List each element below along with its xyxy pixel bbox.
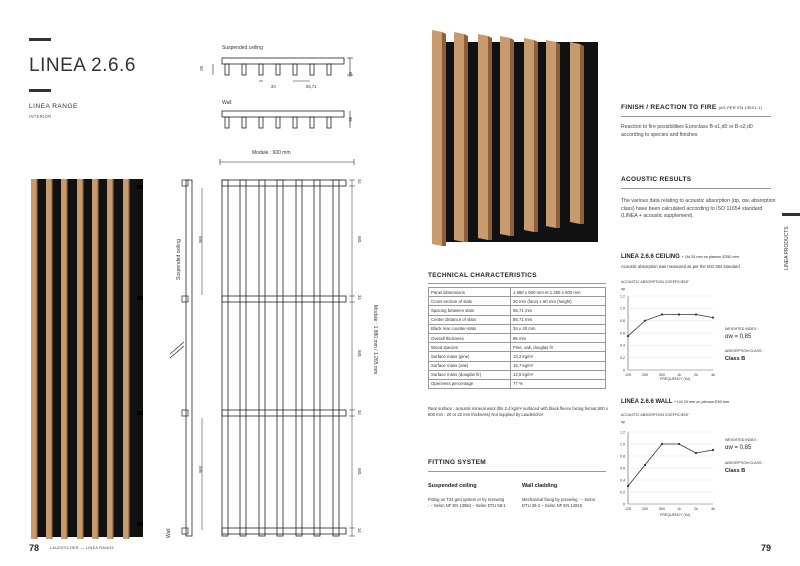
chart2-plot [614, 426, 719, 514]
y-tick-label: 1.2 [620, 294, 625, 299]
module-vertical-label: Module : 1 880 mm / 1 265 mm [372, 305, 378, 375]
dim-581a: 581 [357, 236, 362, 243]
acoustic-text: The various data relating to acoustic absorption (αp, αw, absorption class) have been calculated according to ISO 11654 standard (LINEA + acoustic supplement). [621, 198, 776, 219]
side-label: LINEA PRODUCTS [784, 226, 790, 270]
table-cell-label: Cross-section of slats [429, 297, 511, 306]
fit-ceiling-title: Suspended ceiling [428, 483, 477, 489]
finish-text: Reaction to fire possibilities Euroclass B-s1,d0 or B-s2,d0 according to species and finishes [621, 124, 753, 138]
footer-left: LAUDESCHER — LINEA RANGE [50, 546, 115, 550]
x-tick-label: 2k [694, 373, 698, 377]
chart1-title: LINEA 2.6.6 CEILING + LM 20 mm on plenum E250 mm [621, 254, 739, 260]
table-cell-label: Spacing between slats [429, 306, 511, 315]
table-cell-value: 15,7 kg/m² [511, 361, 606, 370]
table-cell-label: Overall thickness [429, 333, 511, 342]
table-cell-label: Wood species [429, 343, 511, 352]
title-rule [29, 38, 51, 41]
x-tick-label: 125 [625, 373, 631, 377]
dim-581b: 581 [357, 350, 362, 357]
chart1-ylabel: ACOUSTIC ABSORPTION COEFFICIENT [621, 280, 689, 284]
table-cell-label: Surface mass (douglas fir) [429, 370, 511, 379]
table-cell-value: 95 mm [511, 333, 606, 342]
chart2-title: LINEA 2.6.6 WALL + LM 20 mm on plenum E50 mm [621, 399, 730, 405]
ceiling-diagram-title: Suspended ceiling [222, 45, 263, 51]
dim-34c: 34 [357, 410, 362, 415]
table-cell-value: 13,2 kg/m² [511, 352, 606, 361]
y-tick-label: 1.0 [620, 306, 625, 311]
dim-95b: 95 [348, 117, 353, 122]
product-title: LINEA 2.6.6 [29, 55, 136, 76]
x-tick-label: 250 [642, 373, 648, 377]
table-cell-label: Openness percentage [429, 379, 511, 388]
chart1-weighted-label: WEIGHTED INDEX : [725, 327, 759, 331]
dim-6571: 65,71 [306, 84, 317, 89]
y-tick-label: 0.8 [620, 454, 625, 459]
table-row [429, 306, 606, 315]
table-row [429, 361, 606, 370]
chart2-class: Class B [725, 468, 746, 474]
chart2-aw: αw = 0,85 [725, 445, 752, 451]
y-tick-label: 0.6 [620, 331, 625, 336]
range-sub: INTERIOR [29, 114, 52, 119]
table-row [429, 324, 606, 333]
table-row [429, 379, 606, 388]
chart1-sub: Acoustic absorption was measured as per the ISO 354 standard [621, 264, 740, 269]
y-tick-label: 0.8 [620, 318, 625, 323]
chart2-weighted-label: WEIGHTED INDEX : [725, 438, 759, 442]
data-point [627, 335, 629, 337]
x-tick-label: 1k [677, 373, 681, 377]
table-cell-label: Black rear counter-slats [429, 324, 511, 333]
page-number-left: 78 [29, 543, 40, 553]
chart1-alpha: αp [621, 287, 626, 291]
table-cell-value: 85,71 mm [511, 315, 606, 324]
table-cell-value: Pine, oak, douglas fir [511, 343, 606, 352]
y-tick-label: 0.6 [620, 466, 625, 471]
table-row [429, 288, 606, 297]
page-number-right: 79 [761, 543, 772, 553]
table-cell-value: 1 880 x 600 mm et 1 265 x 600 mm [511, 288, 606, 297]
y-tick-label: 0 [623, 502, 625, 507]
series-line [628, 444, 713, 486]
data-point [712, 449, 714, 451]
y-tick-label: 0.4 [620, 478, 625, 483]
table-row [429, 315, 606, 324]
dim-34d: 34 [357, 528, 362, 533]
data-point [695, 313, 697, 315]
dim-34a: 34 [357, 179, 362, 184]
x-tick-label: 4k [711, 373, 715, 377]
module-label: Module : 600 mm [252, 150, 291, 156]
fitting-rule [428, 471, 606, 472]
break-symbol [168, 340, 188, 360]
table-cell-label: Panel dimensions [429, 288, 511, 297]
table-cell-value: 65,71 mm [511, 306, 606, 315]
fit-wall-title: Wall cladding [522, 483, 558, 489]
data-point [678, 443, 680, 445]
chart1-class: Class B [725, 356, 746, 362]
acoustic-title: ACOUSTIC RESULTS [621, 176, 692, 183]
tech-rule [428, 283, 606, 284]
chart1-aw: αw = 0,85 [725, 334, 752, 340]
slat-panel-render [27, 179, 147, 539]
x-tick-label: 2k [694, 507, 698, 511]
x-tick-label: 500 [659, 373, 665, 377]
y-tick-label: 1.2 [620, 430, 625, 435]
y-tick-label: 0.4 [620, 343, 625, 348]
range-label: LINEA RANGE [29, 103, 78, 110]
slat-angle-render [428, 28, 600, 248]
dim-595a: 595 [198, 236, 203, 243]
left-dimension-ticks [196, 180, 210, 540]
side-tab-rule [782, 213, 800, 216]
dim-95a: 95 [348, 72, 353, 77]
data-point [678, 313, 680, 315]
x-tick-label: 1k [677, 507, 681, 511]
chart1-xlabel: FREQUENCY (Hz) [660, 377, 691, 381]
dim-581c: 581 [357, 468, 362, 475]
chart2-ylabel: ACOUSTIC ABSORPTION COEFFICIENT [621, 413, 689, 417]
table-cell-label: Surface mass (oak) [429, 361, 511, 370]
data-point [661, 443, 663, 445]
module-dimension-line [218, 158, 358, 166]
x-tick-label: 500 [659, 507, 665, 511]
fit-ceiling-text: Fitting on T24 grid system or by screwing : – Selon NF EN 13964 – Selon DTU 58-1 [428, 497, 506, 508]
chart2-xlabel: FREQUENCY (Hz) [660, 513, 691, 517]
table-cell-value: 12,8 kg/m² [511, 370, 606, 379]
chart1-plot [614, 290, 719, 380]
finish-title: FINISH / REACTION TO FIRE (AS PER EN 13501-1) [621, 104, 763, 111]
data-point [644, 320, 646, 322]
right-dimension-line [346, 178, 360, 540]
dim-34b: 34 [357, 295, 362, 300]
wall-section-diagram [205, 108, 365, 138]
x-tick-label: 250 [642, 507, 648, 511]
data-point [695, 452, 697, 454]
fitting-title: FITTING SYSTEM [428, 459, 487, 466]
finish-rule [621, 116, 771, 117]
y-tick-label: 0 [623, 368, 625, 373]
y-tick-label: 0.2 [620, 490, 625, 495]
table-cell-value: 77 % [511, 379, 606, 388]
dim-595b: 595 [198, 466, 203, 473]
table-row [429, 343, 606, 352]
acoustic-rule [621, 188, 771, 189]
data-point [644, 464, 646, 466]
range-rule [29, 89, 51, 92]
table-row [429, 370, 606, 379]
table-row [429, 297, 606, 306]
y-tick-label: 0.2 [620, 355, 625, 360]
table-row [429, 352, 606, 361]
table-row [429, 333, 606, 342]
data-point [661, 313, 663, 315]
y-tick-label: 1.0 [620, 442, 625, 447]
fit-wall-text: Mechanical fixing by screwing : – Selon DTU 36-2 – Selon NF EN 14915 [522, 497, 596, 508]
chart2-alpha: αp [621, 420, 626, 424]
dim-20: 20 [271, 84, 276, 89]
table-cell-label: Center distance of slats [429, 315, 511, 324]
tech-note: Rear surface : acoustic mineral wool (lbs 2.4 kg/m² surfaced with black fleece facing format 600 x 600 mm : 20 or 22 mm thickness) Not supplied by Laudescher [428, 406, 608, 417]
table-cell-value: 20 mm (face) x 60 mm (height) [511, 297, 606, 306]
chart1-class-label: ABSORPTION CLASS : [725, 349, 764, 353]
dim-60: 60 [199, 66, 204, 71]
x-tick-label: 4k [711, 507, 715, 511]
data-point [627, 485, 629, 487]
chart2-class-label: ABSORPTION CLASS : [725, 461, 764, 465]
suspended-ceiling-vertical-label: Suspended ceiling [176, 239, 182, 280]
right-page [400, 0, 800, 566]
table-cell-value: 34 x 40 mm [511, 324, 606, 333]
wall-diagram-title: Wall [222, 100, 232, 106]
wall-vertical-label: Wall [166, 528, 172, 538]
tech-title: TECHNICAL CHARACTERISTICS [428, 272, 537, 279]
table-cell-label: Surface mass (pine) [429, 352, 511, 361]
data-point [712, 316, 714, 318]
x-tick-label: 125 [625, 507, 631, 511]
front-elevation-diagram [220, 178, 350, 540]
ceiling-section-diagram [205, 55, 365, 100]
tech-table [428, 287, 606, 389]
